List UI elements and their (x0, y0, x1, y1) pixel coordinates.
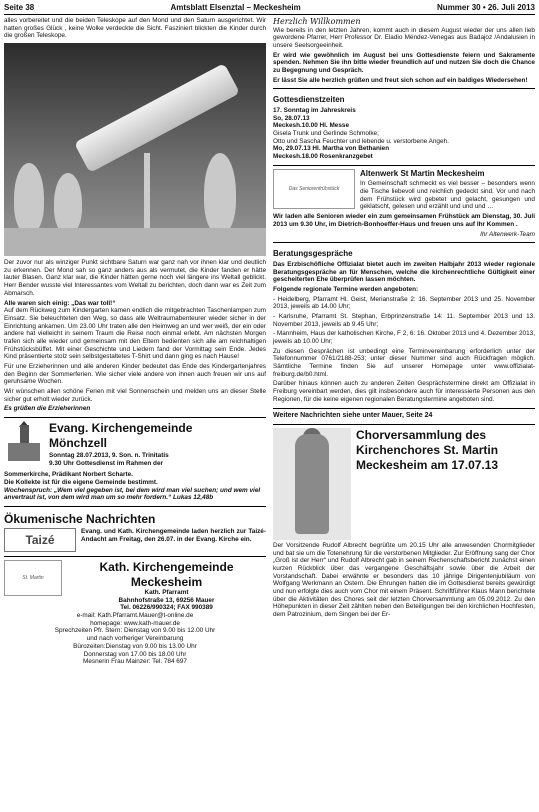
article-paragraph: Der zuvor nur als winziger Punkt sichtbare Saturn war ganz nah vor ihnen klar und deutlich zu erkennen. Der Mond sah so ganz anders aus als vermutet, die Kinder fanden er hätte lauter Blasen. Ganz klar war, die Kinder hätten gerne noch viel längere ins Weltall geblickt. Herr Bender wusste viel Interessantes vom Weltall zu berichten, doch dann war es Zeit zum Abmarsch. (4, 259, 266, 297)
beratung-text: Darüber hinaus können auch zu anderen Zeiten Gesprächstermine direkt am Offizialat in Freiburg vereinbart werden, dies gilt insbesondere auch für interessierte Personen aus den Regionen, für die keine eigenen regionalen Beratungstermine angeboten sind. (273, 380, 535, 403)
office-name: Kath. Pfarramt (144, 589, 189, 597)
church-icon (4, 421, 44, 471)
section-subtitle: Mönchzell (49, 435, 108, 450)
altenwerk-invite: Wir laden alle Senioren wieder ein zum gemeinsamen Frühstück am Dienstag, 30. Juli 2013 um 9.30 Uhr, im Dietrich-Bonhoeffer-Haus und freuen uns auf Ihr Kommen . (273, 213, 535, 228)
article-signature: Es grüßen die Erzieherinnen (4, 405, 91, 413)
office-phone: Tel. 06226/990324; FAX 990389 (120, 604, 213, 612)
article-intro: alles vorbereitet und die beiden Teleskope auf den Mond und den Saturn ausgerichtet. Wir hatten großes Glück , keine Wolke verdeckte die Sicht. Fasziniert blickten die Kinder durch die großen Teleskope. (4, 17, 266, 40)
st-martin-statue-photo (273, 428, 351, 540)
section-subtitle: Meckesheim (130, 574, 203, 589)
taize-text: Evang. und Kath. Kirchengemeinde laden herzlich zur Taizé-Andacht am Freitag, den 26.07. in der Evang. Kirche ein. (81, 528, 266, 543)
service-info: Sommerkirche, Prädikant Norbert Scharte. (4, 471, 133, 479)
service-line: Otto und Sascha Feuchter und lebende u. verstorbene Angeh. (273, 137, 449, 145)
section-title: Beratungsgespräche (273, 249, 353, 259)
left-column (4, 17, 266, 666)
office-hours: Bürozeiten:Dienstag von 9.00 bis 13.00 Uhr (73, 642, 197, 650)
beratung-date: - Mannheim, Haus der katholischen Kirche, F 2, 6: 16. Oktober 2013 und 4. Dezember 2013, jeweils ab 10.00 Uhr; (273, 330, 535, 345)
beratung-text: Das Erzbischöfliche Offizialat bietet auch im zweiten Halbjahr 2013 wieder regionale Beratungsgespräche an für Menschen, welche die kirchenrechtliche Gültigkeit einer gescheiterten Ehe überprüfen lassen möchten. (273, 260, 535, 284)
floor-area (4, 228, 266, 256)
sexton-contact: Mesnerin Frau Mainzer: Tel. 784 697 (83, 658, 187, 666)
parish-logo: St. Martin (4, 560, 62, 596)
beratung-date: - Heidelberg, Pfarramt Hl. Geist, Merianstraße 2: 16. September 2013 und 25. November 2013, jeweils ab 14.00 Uhr; (273, 295, 535, 311)
beratung-text: Folgende regionale Termine werden angeboten: (273, 285, 419, 293)
article-paragraph: Für une Erzieherinnen und alle anderen Kinder bedeutet das Ende des Kindergartenjahres den Beginn der Sommerferien. Wie sicher viele andere von ihnen auch freuen wir uns auf geruhsame Wochen. (4, 363, 266, 386)
office-hours: Sprechzeiten Pfr. Stern: Dienstag von 9.00 bis 12.00 Uhr (54, 627, 216, 635)
office-hours: Donnerstag von 17.00 bis 18.00 Uhr (83, 650, 187, 658)
section-title: Chorversammlung des Kirchenchores St. Martin Meckesheim am 17.07.13 (356, 427, 499, 472)
oekumene-section (4, 506, 266, 552)
section-title: Ökumenische Nachrichten (4, 511, 156, 526)
telescope-photo (4, 43, 266, 256)
chor-text: Der Vorsitzende Rudolf Albrecht begrüßte um 20.15 Uhr alle anwesenden Chormitglieder und bat sie um die Totenehrung für die verstorbenen Mitglieder. Zur Eröffnung sang der Chor „Groß ist der Herr“ und Rudolf Albrecht gab in seinem Rechenschaftsbericht zunächst einen kurzen Rückblick über das vergangene Geschäftsjahr sowie über die Arbeit der Vorstandschaft. Dabei erwähnte er besonders das 10 jährige Dirigentenjubiläum von Wolfgang Werkmann an Ostern. Die Ehrungen hatten die im Gottesdienst bereits gewürdigt und nun erfolgte dies auch vom Chor mit einem Präsent. Schriftführer Klaus Mann berichtete über die Aktivitäten des Chores seit der letzten Chorversammlung am 05.09.2012. Zu den Höhepunkten in dieser Zeit zählten neben den Beteiligungen bei den kirchlichen Hochfesten, dem Patrozinium, dem Singen bei der Er- (273, 541, 535, 619)
child-figure (14, 163, 44, 233)
welcome-title: Herzlich Willkommen (273, 17, 361, 26)
beratung-text: Zu diesen Gesprächen ist unbedingt eine Terminvereinbarung erforderlich unter der Telefonnummer 0761/2188-253; unter dieser Nummer sind auch Rückfragen möglich. Sämtliche Termine finden Sie auf unserer Homepage unter www.offizialat-freiburg.de/b0.html. (273, 347, 535, 378)
service-line: So, 28.07.13 (273, 114, 310, 122)
publication-title: Amtsblatt Elsenztal – Meckesheim (170, 3, 301, 12)
section-title: Evang. Kirchengemeinde (49, 421, 193, 436)
chor-section (273, 424, 535, 619)
article-paragraph: Auf dem Rückweg zum Kindergarten kamen endlich die mitgebrachten Taschenlampen zum Einsatz. Sie beleuchteten den Weg, so dass alle Weltraumabenteurer wieder sicher in der Einrichtung ankamen. Um 23.00 Uhr traten alle den Heimweg an und wer weiß, der ein oder andere hat vielleicht in seinem Traum die Reise noch einmal erlebt. Am nächsten Morgen trafen sich alle wieder und gemeinsam mit den Eltern bedienten sich alle am reichhaltigen Frühstücksbüffet. Mit einer Geschichte und Liedern fand der Vormittag sein Ende. Jedes Kind präsentierte stolz sein selbstgestaltetes T-Shirt und dann ging es nach Hause! (4, 307, 266, 361)
section-title: Altenwerk St Martin Meckesheim (360, 168, 485, 178)
service-time: 9.30 Uhr Gottesdienst im Rahmen der (49, 459, 163, 467)
office-email: e-mail: Kath.Pfarramt.Mauer@t-online.de (76, 612, 194, 620)
service-date: Sonntag 28.07.2013, 9. Son. n. Trinitatis (49, 451, 169, 459)
article-paragraph: Wir wünschen allen schöne Ferien mit viel Sonnenschein und melden uns an dieser Stelle sicher gut erholt wieder zurück. (4, 388, 266, 403)
right-column (273, 17, 535, 621)
service-line: Gisela Trunk und Gerlinde Schmolke; (273, 130, 379, 138)
welcome-text: Er lässt Sie alle herzlich grüßen und freut sich schon auf ein baldiges Wiedersehen! (273, 76, 528, 84)
services-section (273, 88, 535, 160)
collection-note: Die Kollekte ist für die eigene Gemeinde bestimmt. (4, 478, 158, 486)
evang-section (4, 417, 266, 502)
issue-info: Nummer 30 • 26. Juli 2013 (437, 3, 535, 12)
service-line: Meckesh.10.00 Hl. Messe (273, 122, 350, 130)
kath-section (4, 556, 266, 666)
office-homepage: homepage: www.kath-mauer.de (90, 619, 180, 627)
welcome-text: Er wird wie gewöhnlich im August bei uns Gottesdienste feiern und Sakramente spenden. Nehmen Sie ihn bitte wieder freundlich auf und nutzen Sie doch die Chance zu Begegnung und Gespräch. (273, 51, 535, 75)
beratung-date: - Karlsruhe, Pfarramt St. Stephan, Erbprinzenstraße 14: 11. September 2013 und 13. November 2013, jeweils ab 9.45 Uhr; (273, 312, 535, 328)
altenwerk-signature: Ihr Altenwerk-Team (480, 230, 535, 238)
page-number: Seite 38 (4, 3, 35, 12)
service-line: Meckesh.18.00 Rosenkranzgebet (273, 153, 373, 161)
senior-breakfast-logo: Das Seniorenfrühstück (273, 169, 355, 209)
child-figure (204, 153, 236, 233)
weekly-verse: Wochenspruch: „Wem viel gegeben ist, bei dem wird man viel suchen; und wem viel anvertraut ist, von dem wird man um so mehr fordern.“ Lukas 12,48b (4, 486, 261, 502)
altenwerk-text: In Gemeinschaft schmeckt es viel besser – besonders wenn die Tische liebevoll und reichlich gedeckt sind. Vor und nach dem Frühstück wird gebetet und gelacht, gesungen und geklatscht, gelesen und erzählt und und und … (360, 180, 535, 211)
section-title: Gottesdienstzeiten (273, 95, 345, 105)
section-title: Kath. Kirchengemeinde (99, 560, 234, 575)
taize-logo: Taizé (4, 528, 76, 552)
page-header (4, 3, 535, 15)
welcome-text: Wie bereits in den letzten Jahren, kommt auch in diesem August wieder der uns allen lieb gewordene Pfarrer, Herr Professor Dr. Eladio Méndez-Venegas aus Badajoz /Andalusien in unsere Seelsorgeeinheit. (273, 26, 535, 49)
service-line: Mo, 29.07.13 Hl. Martha von Bethanien (273, 145, 390, 153)
altenwerk-section (273, 165, 535, 238)
article-lead: Alle waren sich einig: „Das war toll!“ (4, 299, 116, 307)
beratung-section (273, 242, 535, 403)
more-news-note: Weitere Nachrichten siehe unter Mauer, Seite 24 (273, 408, 535, 420)
child-figure (54, 173, 82, 233)
service-subtitle: 17. Sonntag im Jahreskreis (273, 107, 356, 114)
office-hours: und nach vorheriger Vereinbarung (86, 635, 184, 643)
office-address: Bahnhofstraße 13, 69256 Mauer (118, 596, 215, 604)
